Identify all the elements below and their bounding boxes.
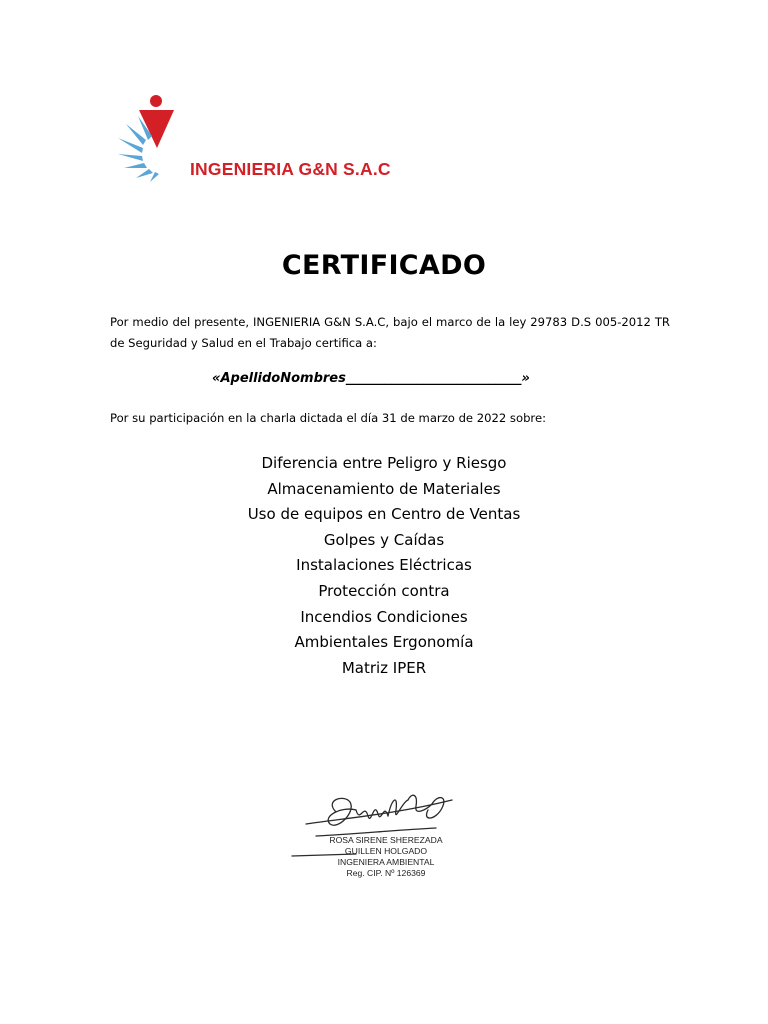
- topic-item: Diferencia entre Peligro y Riesgo: [261, 454, 507, 472]
- topic-item: Incendios Condiciones: [300, 607, 468, 626]
- participation-statement: Por su participación en la charla dictada el día 31 de marzo de 2022 sobre:: [110, 411, 546, 425]
- certificate-title: CERTIFICADO: [281, 250, 487, 281]
- topic-item: Instalaciones Eléctricas: [296, 556, 472, 575]
- topics-list: [0, 451, 768, 681]
- topic-item: Almacenamiento de Materiales: [267, 479, 501, 498]
- topic-item: Ambientales Ergonomía: [294, 633, 474, 652]
- topic-item: Uso de equipos en Centro de Ventas: [247, 505, 521, 524]
- recipient-placeholder: «ApellidoNombres___________________________»: [212, 371, 530, 386]
- company-name: INGENIERIA G&N S.A.C: [190, 159, 391, 179]
- signer-registration: Reg. CIP. Nº 126369: [346, 868, 426, 878]
- certificate-intro: Por medio del presente, INGENIERIA G&N S.A.C, bajo el marco de la ley 29783 D.S 005-2012 TR de Seguridad y Salud en el Trabajo certifica a:: [110, 315, 670, 350]
- company-logo: [112, 92, 402, 192]
- signature-block: [286, 780, 466, 890]
- signer-name-line2: GUILLEN HOLGADO: [344, 846, 428, 856]
- logo-mark-icon: [112, 92, 192, 192]
- signer-profession: INGENIERA AMBIENTAL: [337, 857, 435, 867]
- signer-name-line1: ROSA SIRENE SHEREZADA: [329, 835, 443, 845]
- topic-item: Matriz IPER: [341, 658, 427, 677]
- topic-item: Golpes y Caídas: [323, 530, 445, 549]
- topic-item: Protección contra: [318, 581, 450, 600]
